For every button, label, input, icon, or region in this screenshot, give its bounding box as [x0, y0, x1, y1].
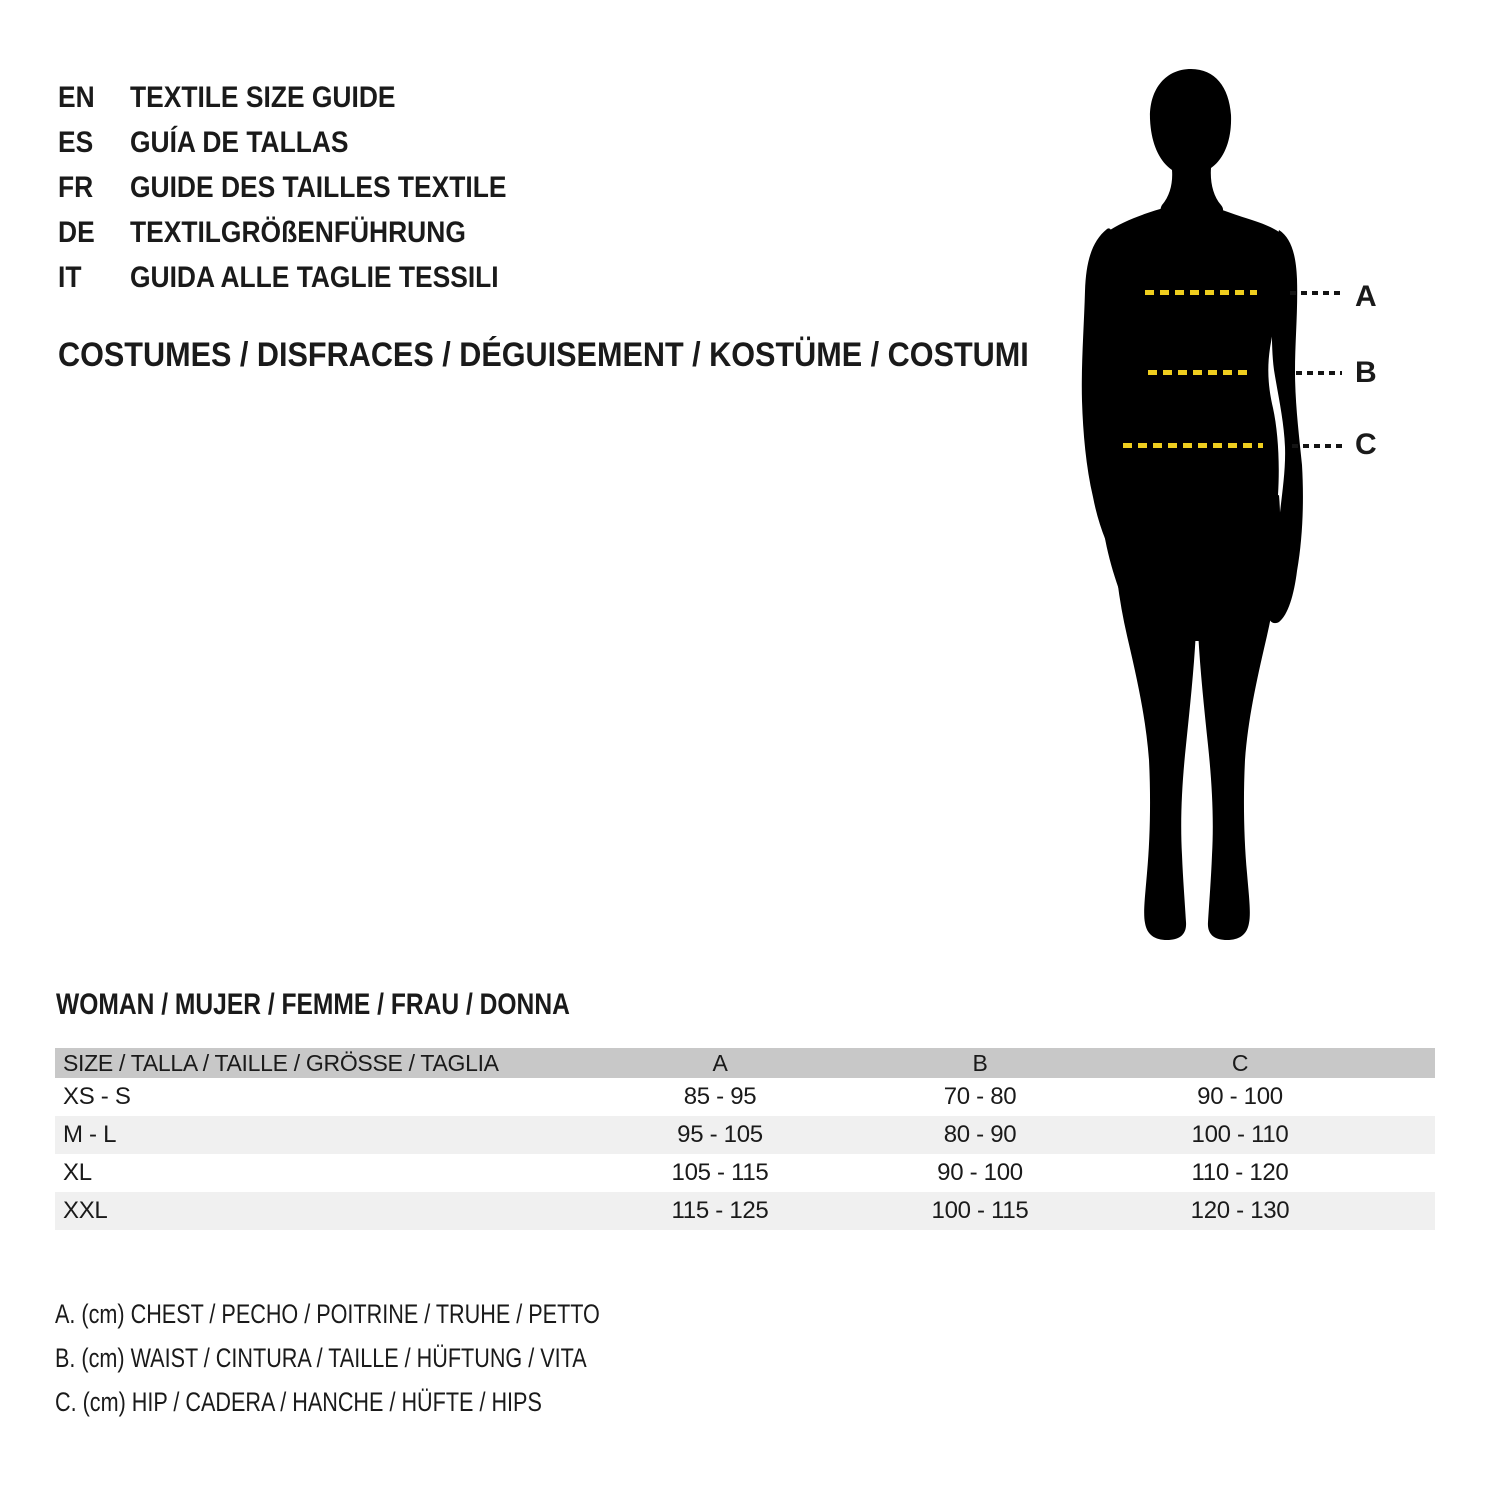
marker-label-a: A: [1355, 280, 1377, 313]
table-row-xxl: [55, 1192, 1435, 1230]
silhouette-right-leg: [1197, 495, 1280, 940]
chest-measure-line: [1145, 290, 1257, 295]
size-cell: XXL: [55, 1192, 590, 1230]
hip-connector-line: [1292, 444, 1342, 448]
language-code: EN: [58, 81, 95, 114]
marker-label-c: C: [1355, 428, 1377, 461]
language-title: GUIDA ALLE TAGLIE TESSILI: [130, 261, 499, 294]
language-title: TEXTILGRÖßENFÜHRUNG: [130, 216, 466, 249]
waist-connector-line: [1296, 371, 1342, 375]
language-code: IT: [58, 261, 82, 294]
language-row: [0, 216, 700, 250]
waist-range-cell: 100 - 115: [850, 1192, 1110, 1230]
language-title: GUÍA DE TALLAS: [130, 126, 349, 159]
column-header-b: B: [850, 1048, 1110, 1078]
table-row-xs-s: [55, 1078, 1435, 1116]
table-row-m-l: [55, 1116, 1435, 1154]
column-header-a: A: [590, 1048, 850, 1078]
size-cell: XS - S: [63, 1083, 131, 1110]
language-row: [0, 81, 700, 115]
marker-label-b: B: [1355, 356, 1377, 389]
language-row: [0, 171, 700, 205]
waist-range-cell: 70 - 80: [943, 1083, 1017, 1110]
column-header-spacer: [1370, 1048, 1435, 1078]
hip-range-cell: 110 - 120: [1191, 1159, 1289, 1186]
waist-range-cell: 80 - 90: [850, 1116, 1110, 1154]
language-code: FR: [58, 171, 94, 204]
language-code: ES: [58, 126, 94, 159]
language-title: TEXTILE SIZE GUIDE: [130, 81, 396, 114]
waist-measure-line: [1148, 370, 1252, 375]
language-row: [0, 126, 700, 160]
hip-range-cell: 90 - 100: [1197, 1083, 1283, 1110]
legend-hip: C. (cm) HIP / CADERA / HANCHE / HÜFTE / HIPS: [55, 1387, 542, 1417]
column-header-size: SIZE / TALLA / TAILLE / GRÖSSE / TAGLIA: [55, 1048, 590, 1078]
size-table-header-row: [55, 1048, 1435, 1078]
legend-chest: A. (cm) CHEST / PECHO / POITRINE / TRUHE / PETTO: [55, 1299, 600, 1329]
size-cell: M - L: [55, 1116, 590, 1154]
category-line: COSTUMES / DISFRACES / DÉGUISEMENT / KOSTÜME / COSTUMI: [58, 336, 1029, 374]
legend-waist: B. (cm) WAIST / CINTURA / TAILLE / HÜFTUNG / VITA: [55, 1343, 587, 1373]
language-title: GUIDE DES TAILLES TEXTILE: [130, 171, 507, 204]
table-row-xl: [55, 1154, 1435, 1192]
size-table: [55, 1048, 1435, 1230]
silhouette-head: [1150, 69, 1231, 214]
chest-range-cell: 85 - 95: [683, 1083, 757, 1110]
language-code: DE: [58, 216, 95, 249]
column-header-c: C: [1110, 1048, 1370, 1078]
chest-range-cell: 105 - 115: [671, 1159, 769, 1186]
language-row: [0, 261, 700, 295]
hip-range-cell: 120 - 130: [1110, 1192, 1370, 1230]
hip-range-cell: 100 - 110: [1110, 1116, 1370, 1154]
chest-range-cell: 95 - 105: [590, 1116, 850, 1154]
waist-range-cell: 90 - 100: [937, 1159, 1023, 1186]
hip-measure-line: [1123, 443, 1263, 448]
section-title-woman: WOMAN / MUJER / FEMME / FRAU / DONNA: [56, 988, 570, 1021]
silhouette-left-leg: [1114, 495, 1197, 940]
size-cell: XL: [63, 1159, 92, 1186]
chest-connector-line: [1290, 291, 1342, 295]
woman-silhouette: [1045, 65, 1345, 945]
chest-range-cell: 115 - 125: [590, 1192, 850, 1230]
